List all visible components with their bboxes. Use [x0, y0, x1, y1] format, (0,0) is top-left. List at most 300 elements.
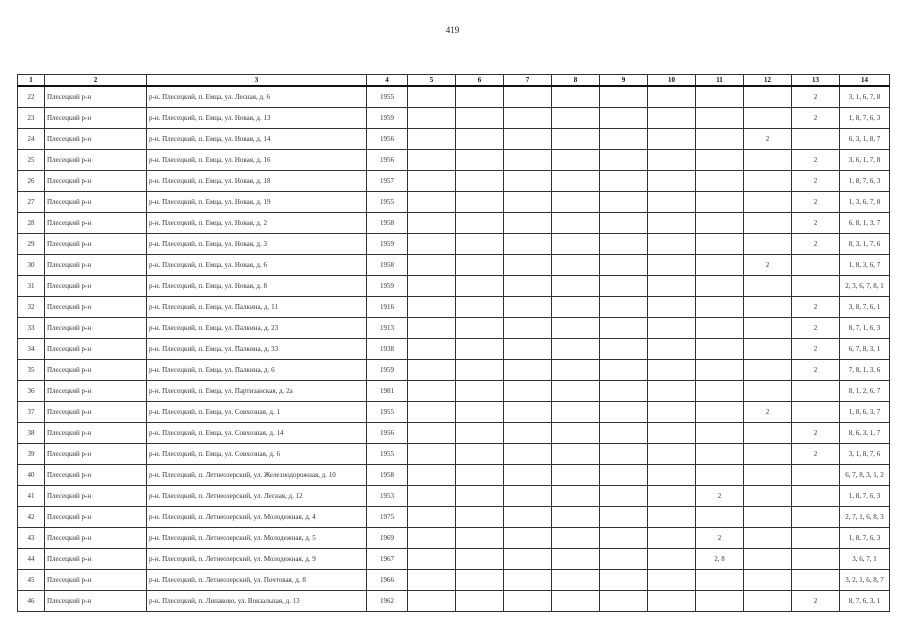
table-cell: [744, 507, 792, 528]
table-cell: [408, 570, 456, 591]
column-header: 12: [744, 75, 792, 87]
table-cell: [600, 276, 648, 297]
table-cell: 6, 3, 1, 8, 7: [840, 129, 890, 150]
table-cell: [648, 86, 696, 108]
table-cell: [408, 255, 456, 276]
table-cell: 8, 3, 1, 7, 6: [840, 234, 890, 255]
table-cell: [600, 234, 648, 255]
table-cell: [408, 465, 456, 486]
table-cell: Плесецкий р-н: [45, 297, 147, 318]
table-cell: [552, 129, 600, 150]
table-cell: 3, 6, 7, 1: [840, 549, 890, 570]
table-cell: 1959: [367, 360, 408, 381]
table-cell: 1969: [367, 528, 408, 549]
table-cell: [648, 444, 696, 465]
table-cell: [408, 213, 456, 234]
table-cell: [696, 192, 744, 213]
table-cell: [504, 423, 552, 444]
table-cell: р-н. Плесецкий, п. Летнеозерский, ул. Почтовая, д. 8: [147, 570, 367, 591]
table-cell: [408, 276, 456, 297]
table-cell: [552, 444, 600, 465]
table-cell: [552, 402, 600, 423]
table-cell: [504, 150, 552, 171]
table-cell: 1955: [367, 402, 408, 423]
table-cell: 38: [18, 423, 45, 444]
table-cell: 2: [792, 213, 840, 234]
column-header: 4: [367, 75, 408, 87]
table-cell: [408, 234, 456, 255]
table-cell: [456, 591, 504, 612]
table-cell: Плесецкий р-н: [45, 318, 147, 339]
table-cell: [648, 360, 696, 381]
table-cell: [648, 423, 696, 444]
table-cell: [408, 129, 456, 150]
table-cell: [648, 507, 696, 528]
table-cell: [600, 381, 648, 402]
table-cell: [504, 234, 552, 255]
table-cell: [744, 549, 792, 570]
table-cell: [408, 171, 456, 192]
table-cell: [600, 591, 648, 612]
table-cell: 45: [18, 570, 45, 591]
table-cell: 3, 8, 7, 6, 1: [840, 297, 890, 318]
table-cell: [600, 339, 648, 360]
table-cell: [744, 528, 792, 549]
table-row: [18, 570, 890, 591]
table-cell: [504, 192, 552, 213]
table-cell: Плесецкий р-н: [45, 507, 147, 528]
table-cell: [408, 339, 456, 360]
table-cell: [696, 381, 744, 402]
table-cell: [552, 192, 600, 213]
table-cell: [504, 444, 552, 465]
table-row: [18, 444, 890, 465]
table-cell: Плесецкий р-н: [45, 129, 147, 150]
table-cell: 2, 8: [696, 549, 744, 570]
table-row: [18, 129, 890, 150]
table-cell: [456, 465, 504, 486]
table-cell: [600, 486, 648, 507]
table-cell: р-н. Плесецкий, п. Летнеозерский, ул. Молодежная, д. 4: [147, 507, 367, 528]
table-cell: 43: [18, 528, 45, 549]
table-cell: 6, 7, 8, 3, 1: [840, 339, 890, 360]
column-header: 1: [18, 75, 45, 87]
table-cell: [696, 108, 744, 129]
table-cell: 2: [744, 402, 792, 423]
table-cell: р-н. Плесецкий, п. Емца, ул. Новая, д. 13: [147, 108, 367, 129]
table-cell: [744, 339, 792, 360]
table-cell: 1938: [367, 339, 408, 360]
table-cell: 2: [792, 297, 840, 318]
column-header: 10: [648, 75, 696, 87]
table-cell: [504, 402, 552, 423]
table-cell: [408, 192, 456, 213]
table-cell: 29: [18, 234, 45, 255]
table-row: [18, 318, 890, 339]
table-cell: 31: [18, 276, 45, 297]
table-cell: 39: [18, 444, 45, 465]
table-row: [18, 528, 890, 549]
table-cell: 2: [792, 318, 840, 339]
table-cell: [648, 192, 696, 213]
table-cell: р-н. Плесецкий, п. Емца, ул. Новая, д. 19: [147, 192, 367, 213]
table-cell: [408, 86, 456, 108]
table-cell: 37: [18, 402, 45, 423]
column-header: 14: [840, 75, 890, 87]
table-cell: [456, 276, 504, 297]
table-cell: [600, 570, 648, 591]
table-cell: [456, 213, 504, 234]
table-cell: [600, 444, 648, 465]
table-cell: 1, 8, 7, 6, 3: [840, 108, 890, 129]
table-cell: 2: [792, 171, 840, 192]
table-cell: р-н. Плесецкий, п. Емца, ул. Новая, д. 3: [147, 234, 367, 255]
table-cell: Плесецкий р-н: [45, 591, 147, 612]
table-cell: [648, 339, 696, 360]
table-cell: [600, 507, 648, 528]
table-cell: 1958: [367, 255, 408, 276]
table-cell: [648, 549, 696, 570]
table-cell: 28: [18, 213, 45, 234]
table-cell: [552, 213, 600, 234]
table-cell: 2, 3, 6, 7, 8, 1: [840, 276, 890, 297]
table-cell: [456, 528, 504, 549]
table-cell: р-н. Плесецкий, п. Емца, ул. Новая, д. 16: [147, 150, 367, 171]
table-cell: [792, 507, 840, 528]
table-row: [18, 465, 890, 486]
table-cell: [696, 570, 744, 591]
table-cell: 1959: [367, 108, 408, 129]
table-cell: 2, 7, 1, 6, 8, 3: [840, 507, 890, 528]
table-cell: [456, 192, 504, 213]
table-row: [18, 423, 890, 444]
table-cell: [456, 86, 504, 108]
table-cell: 33: [18, 318, 45, 339]
table-cell: [648, 234, 696, 255]
table-cell: [744, 591, 792, 612]
table-cell: [600, 150, 648, 171]
table-cell: Плесецкий р-н: [45, 465, 147, 486]
header-row: [18, 75, 890, 87]
table-cell: [600, 528, 648, 549]
table-cell: [648, 486, 696, 507]
table-cell: [744, 381, 792, 402]
table-cell: [456, 402, 504, 423]
column-header: 6: [456, 75, 504, 87]
table-cell: р-н. Плесецкий, п. Емца, ул. Лесная, д. 6: [147, 86, 367, 108]
table-cell: [504, 570, 552, 591]
table-cell: [552, 591, 600, 612]
table-cell: [696, 129, 744, 150]
table-cell: [744, 444, 792, 465]
table-cell: 1959: [367, 234, 408, 255]
table-cell: р-н. Плесецкий, п. Летнеозерский, ул. Молодежная, д. 5: [147, 528, 367, 549]
table-cell: [504, 381, 552, 402]
table-row: [18, 255, 890, 276]
table-cell: [456, 486, 504, 507]
table-row: [18, 360, 890, 381]
table-cell: Плесецкий р-н: [45, 276, 147, 297]
table-cell: 1959: [367, 276, 408, 297]
table-cell: 1957: [367, 171, 408, 192]
register-table: [17, 74, 890, 612]
table-cell: [648, 108, 696, 129]
table-cell: [456, 255, 504, 276]
table-cell: [504, 171, 552, 192]
table-row: [18, 276, 890, 297]
table-cell: 2: [792, 108, 840, 129]
table-cell: Плесецкий р-н: [45, 150, 147, 171]
table-row: [18, 381, 890, 402]
table-cell: [696, 318, 744, 339]
table-cell: р-н. Плесецкий, п. Емца, ул. Новая, д. 6: [147, 255, 367, 276]
table-cell: [600, 213, 648, 234]
table-cell: [408, 381, 456, 402]
table-body: [18, 86, 890, 612]
table-cell: [408, 297, 456, 318]
table-cell: [648, 570, 696, 591]
table-cell: [456, 507, 504, 528]
table-cell: 1981: [367, 381, 408, 402]
table-cell: 3, 1, 8, 7, 6: [840, 444, 890, 465]
table-cell: 7, 8, 1, 3, 6: [840, 360, 890, 381]
table-cell: [696, 234, 744, 255]
table-cell: [552, 381, 600, 402]
table-cell: 8, 1, 2, 6, 7: [840, 381, 890, 402]
column-header: 9: [600, 75, 648, 87]
table-cell: [696, 255, 744, 276]
table-row: [18, 234, 890, 255]
table-cell: [792, 570, 840, 591]
table-cell: [408, 402, 456, 423]
table-cell: 2: [792, 192, 840, 213]
table-cell: [600, 108, 648, 129]
table-cell: [408, 444, 456, 465]
table-cell: [792, 255, 840, 276]
table-cell: [456, 549, 504, 570]
column-header: 11: [696, 75, 744, 87]
table-cell: Плесецкий р-н: [45, 339, 147, 360]
table-cell: р-н. Плесецкий, п. Емца, ул. Палкина, д. 11: [147, 297, 367, 318]
table-cell: [456, 444, 504, 465]
table-cell: Плесецкий р-н: [45, 423, 147, 444]
table-cell: [552, 276, 600, 297]
table-cell: 1955: [367, 444, 408, 465]
table-cell: [408, 528, 456, 549]
table-cell: [696, 444, 744, 465]
table-cell: [504, 108, 552, 129]
table-cell: [744, 360, 792, 381]
table-cell: 8, 7, 6, 3, 1: [840, 591, 890, 612]
table-cell: Плесецкий р-н: [45, 108, 147, 129]
table-cell: Плесецкий р-н: [45, 381, 147, 402]
table-row: [18, 213, 890, 234]
table-cell: [552, 297, 600, 318]
table-cell: р-н. Плесецкий, п. Емца, ул. Партизанская, д. 2а: [147, 381, 367, 402]
table-cell: 1, 8, 7, 6, 3: [840, 528, 890, 549]
table-cell: 25: [18, 150, 45, 171]
table-cell: Плесецкий р-н: [45, 570, 147, 591]
table-row: [18, 297, 890, 318]
table-cell: [648, 150, 696, 171]
table-cell: р-н. Плесецкий, п. Летнеозерский, ул. Молодежная, д. 9: [147, 549, 367, 570]
table-cell: [600, 297, 648, 318]
table-cell: [744, 213, 792, 234]
table-cell: [504, 318, 552, 339]
table-cell: 35: [18, 360, 45, 381]
table-cell: [552, 360, 600, 381]
table-cell: [696, 213, 744, 234]
table-row: [18, 150, 890, 171]
table-cell: [696, 150, 744, 171]
table-cell: 1, 8, 3, 6, 7: [840, 255, 890, 276]
table-cell: [792, 549, 840, 570]
table-cell: 2: [792, 591, 840, 612]
table-cell: [744, 86, 792, 108]
table-cell: 44: [18, 549, 45, 570]
table-cell: [648, 402, 696, 423]
table-cell: [744, 276, 792, 297]
table-cell: [648, 171, 696, 192]
table-cell: 1953: [367, 486, 408, 507]
table-cell: р-н. Плесецкий, п. Емца, ул. Совхозная, д. 1: [147, 402, 367, 423]
table-cell: [648, 213, 696, 234]
table-cell: 1, 8, 7, 6, 3: [840, 486, 890, 507]
page-number: 419: [445, 25, 460, 35]
table-cell: [456, 381, 504, 402]
table-cell: [552, 528, 600, 549]
table-cell: [456, 108, 504, 129]
table-cell: [744, 171, 792, 192]
table-row: [18, 171, 890, 192]
table-cell: [456, 297, 504, 318]
column-header: 5: [408, 75, 456, 87]
table-cell: 1962: [367, 591, 408, 612]
table-cell: [648, 528, 696, 549]
table-cell: 2: [744, 255, 792, 276]
table-cell: [504, 255, 552, 276]
table-cell: [648, 591, 696, 612]
table-cell: [600, 86, 648, 108]
table-cell: Плесецкий р-н: [45, 192, 147, 213]
table-row: [18, 339, 890, 360]
table-cell: 32: [18, 297, 45, 318]
table-cell: [792, 129, 840, 150]
table-cell: 1967: [367, 549, 408, 570]
table-cell: 1916: [367, 297, 408, 318]
table-cell: р-н. Плесецкий, п. Емца, ул. Совхозная, д. 6: [147, 444, 367, 465]
table-cell: [408, 591, 456, 612]
column-header: 13: [792, 75, 840, 87]
table-cell: 6, 7, 8, 3, 1, 2: [840, 465, 890, 486]
table-cell: р-н. Плесецкий, п. Емца, ул. Палкина, д. 23: [147, 318, 367, 339]
table-cell: 34: [18, 339, 45, 360]
table-cell: [744, 234, 792, 255]
table-cell: р-н. Плесецкий, п. Липаково, ул. Вокзальная, д. 13: [147, 591, 367, 612]
table-row: [18, 486, 890, 507]
table-cell: р-н. Плесецкий, п. Емца, ул. Новая, д. 2: [147, 213, 367, 234]
table-cell: [696, 591, 744, 612]
table-cell: Плесецкий р-н: [45, 402, 147, 423]
table-cell: [600, 402, 648, 423]
table-row: [18, 549, 890, 570]
table-cell: 1955: [367, 192, 408, 213]
table-cell: [552, 171, 600, 192]
table-cell: 2: [792, 423, 840, 444]
table-row: [18, 402, 890, 423]
table-cell: 1975: [367, 507, 408, 528]
table-cell: 42: [18, 507, 45, 528]
table-cell: [552, 86, 600, 108]
table-cell: [552, 318, 600, 339]
table-cell: [696, 507, 744, 528]
table-cell: 2: [792, 234, 840, 255]
table-cell: [456, 339, 504, 360]
table-cell: 40: [18, 465, 45, 486]
table-cell: [744, 318, 792, 339]
table-cell: р-н. Плесецкий, п. Емца, ул. Палкина, д. 6: [147, 360, 367, 381]
table-cell: [408, 423, 456, 444]
table-row: [18, 507, 890, 528]
table-cell: [696, 423, 744, 444]
table-cell: 2: [696, 528, 744, 549]
table-cell: [552, 108, 600, 129]
table-cell: Плесецкий р-н: [45, 86, 147, 108]
table-cell: [504, 86, 552, 108]
table-cell: [600, 318, 648, 339]
table-cell: 6, 8, 1, 3, 7: [840, 213, 890, 234]
table-cell: 2: [792, 150, 840, 171]
table-cell: [408, 486, 456, 507]
table-cell: Плесецкий р-н: [45, 528, 147, 549]
table-cell: [648, 465, 696, 486]
table-cell: [408, 108, 456, 129]
table-cell: [552, 486, 600, 507]
table-cell: [456, 360, 504, 381]
table-cell: 8, 7, 1, 6, 3: [840, 318, 890, 339]
table-cell: 22: [18, 86, 45, 108]
table-cell: 1958: [367, 213, 408, 234]
table-cell: 2: [744, 129, 792, 150]
table-cell: 2: [792, 339, 840, 360]
table-cell: 23: [18, 108, 45, 129]
table-cell: 24: [18, 129, 45, 150]
table-cell: [504, 129, 552, 150]
column-header: 8: [552, 75, 600, 87]
table-cell: [744, 192, 792, 213]
table-cell: [552, 150, 600, 171]
table-cell: [696, 339, 744, 360]
table-cell: [792, 465, 840, 486]
table-cell: [648, 129, 696, 150]
table-cell: 2: [792, 444, 840, 465]
table-cell: 27: [18, 192, 45, 213]
table-cell: Плесецкий р-н: [45, 360, 147, 381]
table-cell: Плесецкий р-н: [45, 486, 147, 507]
table-cell: 1956: [367, 129, 408, 150]
table-cell: [552, 570, 600, 591]
table-row: [18, 86, 890, 108]
table-cell: [504, 549, 552, 570]
table-row: [18, 108, 890, 129]
table-cell: р-н. Плесецкий, п. Емца, ул. Совхозная, д. 14: [147, 423, 367, 444]
table-cell: [696, 465, 744, 486]
table-cell: 1956: [367, 423, 408, 444]
table-cell: [552, 423, 600, 444]
table-cell: [648, 276, 696, 297]
table-cell: [408, 549, 456, 570]
table-cell: [552, 465, 600, 486]
